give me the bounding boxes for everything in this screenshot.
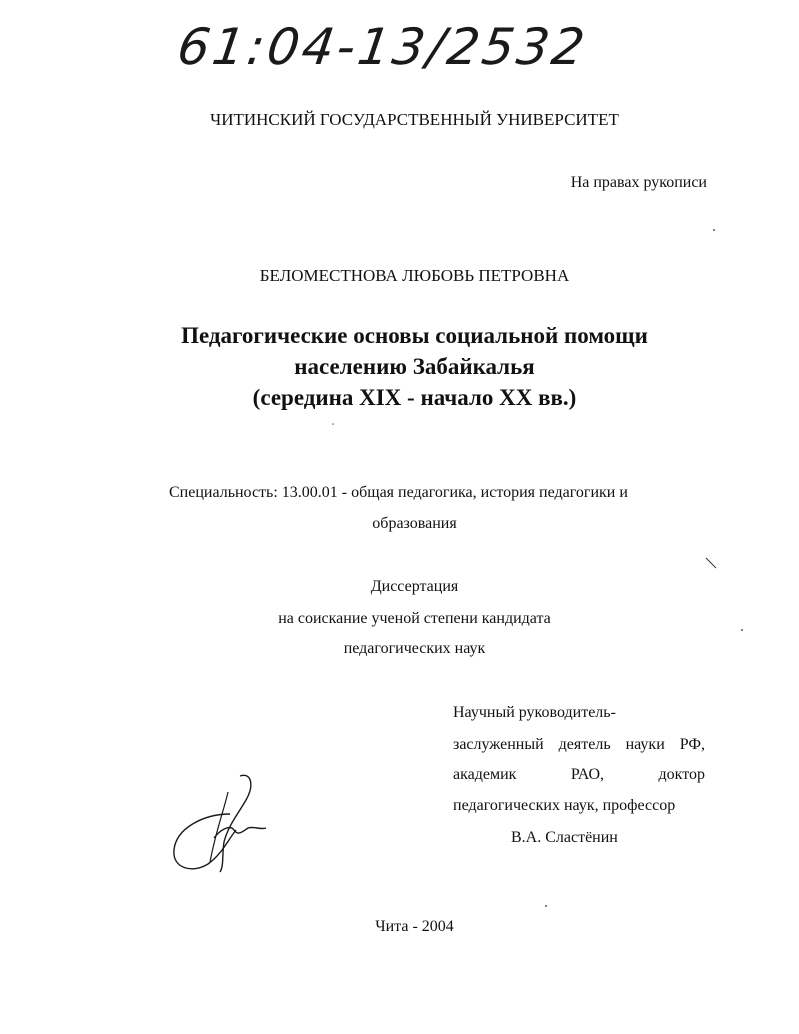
title-line-1: Педагогические основы социальной помощи <box>181 323 648 348</box>
supervisor-word: РФ, <box>679 736 705 753</box>
supervisor-word: доктор <box>658 766 705 783</box>
specialty-line-2: образования <box>372 515 457 532</box>
specialty-line-1: Специальность: 13.00.01 - общая педагогика, история педагогики и <box>169 484 628 501</box>
supervisor-word: заслуженный <box>453 736 544 753</box>
supervisor-word: деятель <box>558 736 611 753</box>
degree-field: педагогических наук <box>343 640 486 657</box>
university-name: ЧИТИНСКИЙ ГОСУДАРСТВЕННЫЙ УНИВЕРСИТЕТ <box>210 110 619 129</box>
title-line-2: населению Забайкалья <box>294 354 535 379</box>
author-name: БЕЛОМЕСТНОВА ЛЮБОВЬ ПЕТРОВНА <box>259 266 570 285</box>
supervisor-word: академик <box>453 766 517 783</box>
city-and-year: Чита - 2004 <box>375 918 454 935</box>
archive-stamp: 61:04-13/2532 <box>173 18 591 76</box>
supervisor-word: РАО, <box>570 766 605 783</box>
title-line-3: (середина XIX - начало XX вв.) <box>252 385 577 410</box>
supervisor-heading: Научный руководитель- <box>453 704 616 721</box>
rights-note: На правах рукописи <box>570 174 707 191</box>
supervisor-degree: педагогических наук, профессор <box>453 797 676 814</box>
supervisor-word: науки <box>625 736 665 753</box>
dissertation-type: Диссертация <box>370 578 459 595</box>
degree-sought: на соискание ученой степени кандидата <box>278 610 551 627</box>
supervisor-name: В.А. Сластёнин <box>511 829 618 846</box>
